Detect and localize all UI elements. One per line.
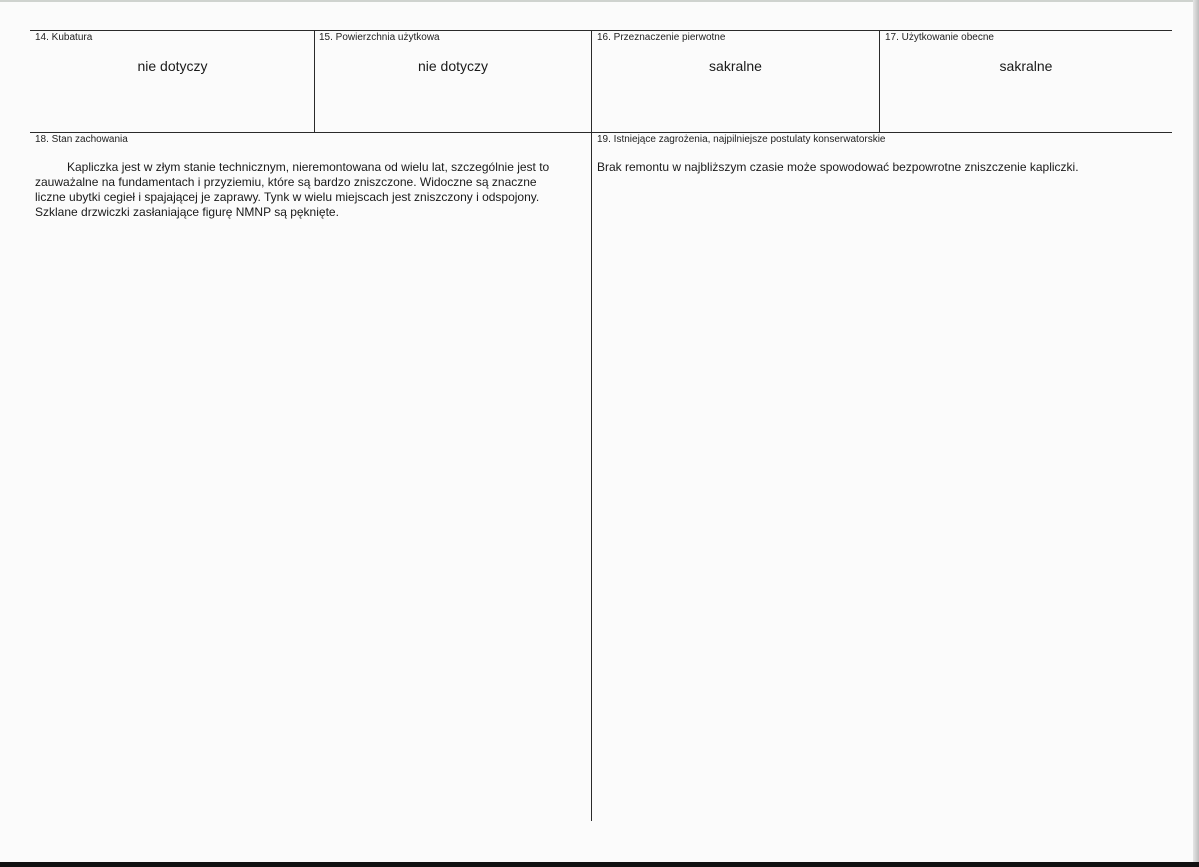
- scan-edge-right: [1193, 0, 1199, 867]
- field-powierzchnia-label: 15. Powierzchnia użytkowa: [319, 32, 440, 43]
- scan-edge-bottom: [0, 862, 1199, 867]
- field-uzytkowanie-value: sakralne: [999, 58, 1053, 74]
- stan-line-3: liczne ubytki cegieł i spajającej je zaprawy. Tynk w wielu miejscach jest zniszczony i odspojony.: [35, 190, 540, 204]
- field-przeznaczenie-value: sakralne: [709, 58, 762, 74]
- field-stan-text: [35, 160, 587, 220]
- field-kubatura-value: nie dotyczy: [137, 58, 208, 74]
- field-zagrozenia-label: 19. Istniejące zagrożenia, najpilniejsze postulaty konserwatorskie: [597, 134, 886, 145]
- divider-14-15: [314, 30, 315, 132]
- stan-line-4: Szklane drzwiczki zasłaniające figurę NMNP są pęknięte.: [35, 205, 339, 219]
- scan-edge-top: [0, 0, 1199, 2]
- field-uzytkowanie-label: 17. Użytkowanie obecne: [885, 32, 994, 43]
- field-kubatura-label: 14. Kubatura: [35, 32, 93, 43]
- divider-16-17: [879, 30, 880, 132]
- field-przeznaczenie-label: 16. Przeznaczenie pierwotne: [597, 32, 726, 43]
- form-top-rule: [30, 30, 1172, 31]
- stan-line-1: Kapliczka jest w złym stanie technicznym, nieremontowana od wielu lat, szczególnie jest to: [67, 160, 550, 174]
- divider-center: [591, 30, 592, 821]
- field-stan-label: 18. Stan zachowania: [35, 134, 128, 145]
- stan-line-2: zauważalne na fundamentach i przyziemiu, które są bardzo zniszczone. Widoczne są znaczne: [35, 175, 537, 189]
- field-zagrozenia-text: [597, 160, 1177, 175]
- field-powierzchnia-value: nie dotyczy: [417, 58, 489, 74]
- form-middle-rule: [30, 132, 1172, 133]
- zagrozenia-line-1: Brak remontu w najbliższym czasie może spowodować bezpowrotne zniszczenie kapliczki.: [597, 160, 1079, 174]
